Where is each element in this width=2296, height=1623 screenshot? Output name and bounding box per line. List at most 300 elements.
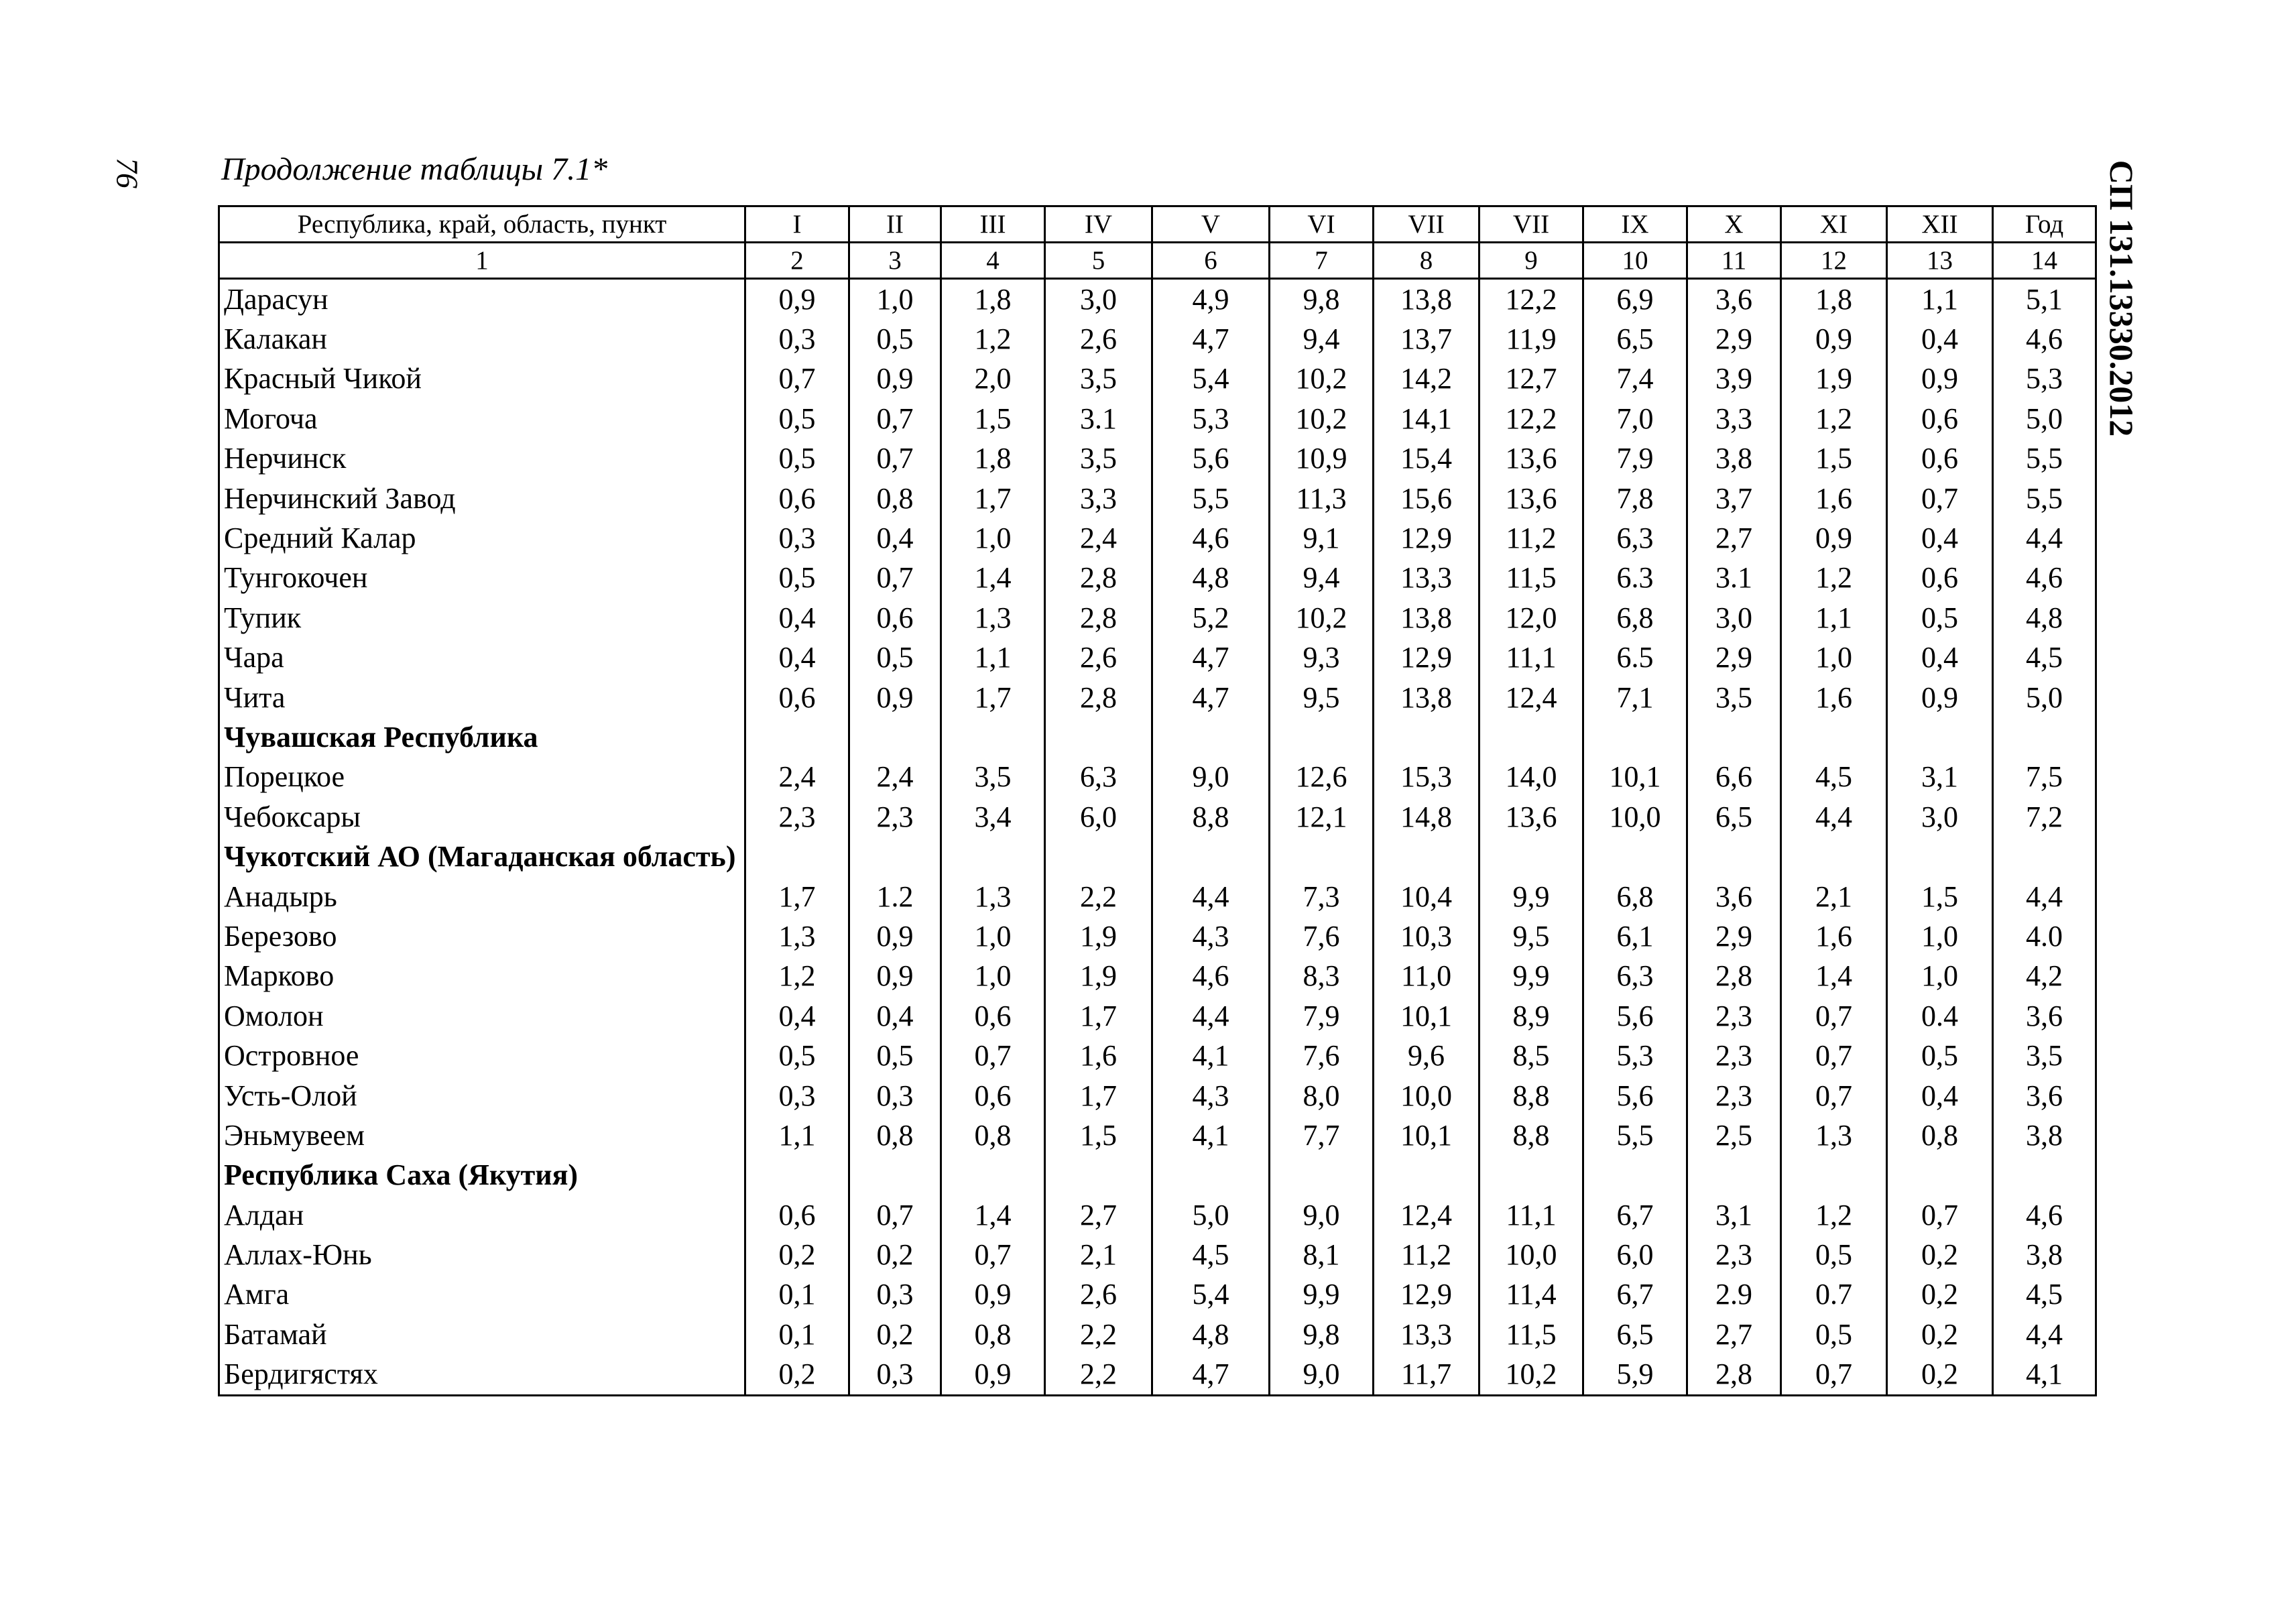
value-cell: 3,5 xyxy=(1045,439,1152,479)
value-cell: 7,5 xyxy=(1993,758,2096,797)
value-cell: 13,6 xyxy=(1479,797,1583,837)
value-cell: 8,0 xyxy=(1270,1076,1374,1116)
value-cell: 3,1 xyxy=(1687,1195,1781,1235)
value-cell xyxy=(1270,1156,1374,1195)
value-cell: 9,9 xyxy=(1479,957,1583,996)
value-cell: 6,8 xyxy=(1583,598,1687,638)
value-cell: 4,4 xyxy=(1993,1315,2096,1354)
value-cell: 4,6 xyxy=(1993,1195,2096,1235)
table-row xyxy=(219,758,2096,797)
column-header: VII xyxy=(1374,206,1479,243)
value-cell xyxy=(1045,1156,1152,1195)
value-cell: 0,4 xyxy=(1887,518,1993,558)
value-cell: 0,7 xyxy=(1781,1076,1887,1116)
value-cell: 2,9 xyxy=(1687,916,1781,956)
column-header: VII xyxy=(1479,206,1583,243)
value-cell: 1,7 xyxy=(1045,996,1152,1036)
value-cell xyxy=(1152,837,1270,876)
value-cell: 1,0 xyxy=(1887,916,1993,956)
value-cell: 13,8 xyxy=(1374,678,1479,717)
value-cell: 3.1 xyxy=(1687,558,1781,598)
value-cell: 0,3 xyxy=(849,1355,941,1396)
location-name: Тупик xyxy=(219,598,745,638)
value-cell: 7,4 xyxy=(1583,359,1687,399)
value-cell: 0,2 xyxy=(1887,1315,1993,1354)
location-name: Марково xyxy=(219,957,745,996)
column-header: I xyxy=(745,206,849,243)
location-name: Батамай xyxy=(219,1315,745,1354)
value-cell: 7,0 xyxy=(1583,399,1687,438)
table-header xyxy=(219,206,2096,279)
value-cell: 7,6 xyxy=(1270,1036,1374,1075)
value-cell: 4,5 xyxy=(1993,638,2096,678)
value-cell: 9,8 xyxy=(1270,279,1374,320)
value-cell: 0,4 xyxy=(849,996,941,1036)
location-name: Омолон xyxy=(219,996,745,1036)
value-cell: 4,6 xyxy=(1152,518,1270,558)
value-cell: 4,7 xyxy=(1152,319,1270,359)
table-row xyxy=(219,598,2096,638)
value-cell: 0,2 xyxy=(1887,1355,1993,1396)
value-cell: 4,7 xyxy=(1152,678,1270,717)
value-cell: 2,8 xyxy=(1045,678,1152,717)
value-cell xyxy=(1583,1156,1687,1195)
value-cell xyxy=(745,837,849,876)
value-cell: 6,5 xyxy=(1687,797,1781,837)
value-cell: 0,8 xyxy=(941,1315,1045,1354)
value-cell: 10,0 xyxy=(1479,1235,1583,1274)
value-cell: 6,5 xyxy=(1583,319,1687,359)
value-cell: 14,0 xyxy=(1479,758,1583,797)
value-cell: 7,9 xyxy=(1583,439,1687,479)
value-cell: 1,0 xyxy=(941,957,1045,996)
value-cell xyxy=(1270,837,1374,876)
value-cell xyxy=(1687,717,1781,757)
value-cell: 4,1 xyxy=(1152,1036,1270,1075)
value-cell: 12,4 xyxy=(1479,678,1583,717)
value-cell: 3,8 xyxy=(1993,1116,2096,1155)
value-cell: 10,2 xyxy=(1270,399,1374,438)
region-name: Республика Саха (Якутия) xyxy=(219,1156,745,1195)
value-cell: 0,7 xyxy=(1781,1036,1887,1075)
value-cell: 1,1 xyxy=(1887,279,1993,320)
value-cell: 1,6 xyxy=(1781,916,1887,956)
value-cell: 4,6 xyxy=(1993,558,2096,598)
value-cell: 3.1 xyxy=(1045,399,1152,438)
value-cell: 10,3 xyxy=(1374,916,1479,956)
location-name: Аллах-Юнь xyxy=(219,1235,745,1274)
value-cell: 6,9 xyxy=(1583,279,1687,320)
value-cell: 1,5 xyxy=(1781,439,1887,479)
value-cell: 4,1 xyxy=(1993,1355,2096,1396)
value-cell: 13,6 xyxy=(1479,439,1583,479)
value-cell: 7,1 xyxy=(1583,678,1687,717)
location-name: Березово xyxy=(219,916,745,956)
value-cell: 8,5 xyxy=(1479,1036,1583,1075)
table-row xyxy=(219,279,2096,320)
location-name: Тунгокочен xyxy=(219,558,745,598)
value-cell: 3,3 xyxy=(1687,399,1781,438)
value-cell: 4.0 xyxy=(1993,916,2096,956)
value-cell: 15,6 xyxy=(1374,479,1479,518)
value-cell: 5,5 xyxy=(1583,1116,1687,1155)
value-cell xyxy=(849,837,941,876)
value-cell: 9,6 xyxy=(1374,1036,1479,1075)
value-cell: 9,9 xyxy=(1479,877,1583,916)
value-cell: 0,7 xyxy=(1887,1195,1993,1235)
value-cell: 14,2 xyxy=(1374,359,1479,399)
value-cell: 4,4 xyxy=(1152,996,1270,1036)
value-cell: 0,6 xyxy=(745,678,849,717)
table-row xyxy=(219,319,2096,359)
table-row xyxy=(219,399,2096,438)
table-row xyxy=(219,1275,2096,1315)
value-cell: 1,7 xyxy=(941,479,1045,518)
value-cell: 5,0 xyxy=(1152,1195,1270,1235)
column-header: VI xyxy=(1270,206,1374,243)
value-cell: 0,2 xyxy=(849,1235,941,1274)
value-cell: 0,2 xyxy=(745,1355,849,1396)
value-cell: 12,9 xyxy=(1374,1275,1479,1315)
value-cell: 1,1 xyxy=(745,1116,849,1155)
value-cell: 0.4 xyxy=(1887,996,1993,1036)
value-cell: 4,3 xyxy=(1152,1076,1270,1116)
value-cell: 2,0 xyxy=(941,359,1045,399)
value-cell: 8,8 xyxy=(1479,1076,1583,1116)
value-cell: 0,9 xyxy=(1887,359,1993,399)
value-cell: 9,3 xyxy=(1270,638,1374,678)
value-cell xyxy=(1583,717,1687,757)
value-cell: 0,6 xyxy=(941,996,1045,1036)
value-cell: 2,3 xyxy=(1687,1235,1781,1274)
table-row xyxy=(219,518,2096,558)
table-row xyxy=(219,797,2096,837)
value-cell: 1,2 xyxy=(1781,399,1887,438)
value-cell: 1,9 xyxy=(1781,359,1887,399)
value-cell: 5,4 xyxy=(1152,359,1270,399)
value-cell: 0,4 xyxy=(745,598,849,638)
value-cell: 12,2 xyxy=(1479,279,1583,320)
location-name: Алдан xyxy=(219,1195,745,1235)
value-cell: 4,3 xyxy=(1152,916,1270,956)
column-number: 10 xyxy=(1583,243,1687,279)
value-cell: 9,1 xyxy=(1270,518,1374,558)
column-header-row xyxy=(219,206,2096,243)
value-cell: 5,0 xyxy=(1993,399,2096,438)
value-cell: 3,5 xyxy=(1045,359,1152,399)
value-cell: 7,3 xyxy=(1270,877,1374,916)
value-cell xyxy=(745,717,849,757)
value-cell: 2,5 xyxy=(1687,1116,1781,1155)
value-cell: 10,1 xyxy=(1583,758,1687,797)
value-cell: 15,3 xyxy=(1374,758,1479,797)
value-cell: 5,5 xyxy=(1993,439,2096,479)
value-cell: 2,3 xyxy=(1687,1076,1781,1116)
table-row xyxy=(219,359,2096,399)
value-cell: 0,6 xyxy=(1887,399,1993,438)
value-cell: 0,6 xyxy=(849,598,941,638)
column-number: 2 xyxy=(745,243,849,279)
document-code: СП 131.13330.2012 xyxy=(2103,160,2140,437)
value-cell: 0,5 xyxy=(1781,1315,1887,1354)
value-cell: 3,8 xyxy=(1687,439,1781,479)
value-cell: 6.3 xyxy=(1583,558,1687,598)
value-cell: 0,4 xyxy=(849,518,941,558)
value-cell: 0,6 xyxy=(745,479,849,518)
value-cell: 4,5 xyxy=(1152,1235,1270,1274)
value-cell: 0,3 xyxy=(849,1275,941,1315)
value-cell: 0,5 xyxy=(1781,1235,1887,1274)
value-cell: 9,0 xyxy=(1270,1195,1374,1235)
value-cell: 11,9 xyxy=(1479,319,1583,359)
value-cell: 8,3 xyxy=(1270,957,1374,996)
value-cell: 3,3 xyxy=(1045,479,1152,518)
region-row xyxy=(219,717,2096,757)
table-row xyxy=(219,439,2096,479)
value-cell: 1,6 xyxy=(1781,479,1887,518)
value-cell: 1,3 xyxy=(745,916,849,956)
region-name: Чукотский АО (Магаданская область) xyxy=(219,837,745,876)
value-cell: 12,2 xyxy=(1479,399,1583,438)
table-row xyxy=(219,877,2096,916)
value-cell: 4,4 xyxy=(1993,518,2096,558)
table-row xyxy=(219,1036,2096,1075)
value-cell: 3,4 xyxy=(941,797,1045,837)
table-row xyxy=(219,1076,2096,1116)
value-cell xyxy=(941,1156,1045,1195)
value-cell: 13,8 xyxy=(1374,279,1479,320)
value-cell: 0,7 xyxy=(849,439,941,479)
value-cell: 8,1 xyxy=(1270,1235,1374,1274)
value-cell xyxy=(1479,1156,1583,1195)
value-cell: 10,1 xyxy=(1374,1116,1479,1155)
value-cell: 1,0 xyxy=(941,518,1045,558)
value-cell: 5,3 xyxy=(1993,359,2096,399)
value-cell: 5,4 xyxy=(1152,1275,1270,1315)
column-number: 3 xyxy=(849,243,941,279)
value-cell: 0,9 xyxy=(745,279,849,320)
value-cell xyxy=(1045,717,1152,757)
value-cell: 0,6 xyxy=(1887,439,1993,479)
value-cell: 4,1 xyxy=(1152,1116,1270,1155)
value-cell: 9,0 xyxy=(1152,758,1270,797)
value-cell: 2,7 xyxy=(1687,1315,1781,1354)
value-cell: 6.5 xyxy=(1583,638,1687,678)
value-cell: 14,1 xyxy=(1374,399,1479,438)
value-cell: 0,9 xyxy=(849,359,941,399)
value-cell: 0,4 xyxy=(745,996,849,1036)
value-cell: 1,1 xyxy=(1781,598,1887,638)
value-cell: 10,9 xyxy=(1270,439,1374,479)
value-cell: 1,8 xyxy=(941,439,1045,479)
column-header: XI xyxy=(1781,206,1887,243)
value-cell: 1,6 xyxy=(1045,1036,1152,1075)
column-header: II xyxy=(849,206,941,243)
value-cell: 13,8 xyxy=(1374,598,1479,638)
value-cell: 0,6 xyxy=(745,1195,849,1235)
value-cell xyxy=(1887,717,1993,757)
value-cell: 11,5 xyxy=(1479,558,1583,598)
location-name: Островное xyxy=(219,1036,745,1075)
location-name: Нерчинский Завод xyxy=(219,479,745,518)
value-cell: 11,4 xyxy=(1479,1275,1583,1315)
value-cell: 0,7 xyxy=(849,1195,941,1235)
value-cell: 10,2 xyxy=(1479,1355,1583,1396)
column-number: 8 xyxy=(1374,243,1479,279)
value-cell: 13,3 xyxy=(1374,558,1479,598)
value-cell: 14,8 xyxy=(1374,797,1479,837)
location-name: Могоча xyxy=(219,399,745,438)
table-row xyxy=(219,479,2096,518)
value-cell: 4,4 xyxy=(1781,797,1887,837)
location-name: Анадырь xyxy=(219,877,745,916)
value-cell xyxy=(1045,837,1152,876)
value-cell: 1,2 xyxy=(941,319,1045,359)
location-name: Чебоксары xyxy=(219,797,745,837)
column-number: 5 xyxy=(1045,243,1152,279)
value-cell: 4,6 xyxy=(1993,319,2096,359)
value-cell: 0,9 xyxy=(849,678,941,717)
value-cell: 1,3 xyxy=(941,877,1045,916)
value-cell: 11,3 xyxy=(1270,479,1374,518)
region-row xyxy=(219,837,2096,876)
value-cell: 12,9 xyxy=(1374,518,1479,558)
value-cell xyxy=(1887,837,1993,876)
value-cell xyxy=(1374,717,1479,757)
value-cell: 0,2 xyxy=(849,1315,941,1354)
value-cell: 3,6 xyxy=(1993,1076,2096,1116)
value-cell: 12,0 xyxy=(1479,598,1583,638)
value-cell xyxy=(1583,837,1687,876)
value-cell xyxy=(1993,717,2096,757)
value-cell xyxy=(1479,717,1583,757)
value-cell: 2,6 xyxy=(1045,1275,1152,1315)
table-row xyxy=(219,1355,2096,1396)
value-cell: 1,2 xyxy=(1781,558,1887,598)
value-cell: 0,9 xyxy=(1781,319,1887,359)
column-number: 9 xyxy=(1479,243,1583,279)
value-cell xyxy=(1270,717,1374,757)
value-cell: 11,2 xyxy=(1374,1235,1479,1274)
value-cell: 10,2 xyxy=(1270,359,1374,399)
value-cell: 13,3 xyxy=(1374,1315,1479,1354)
table-row xyxy=(219,1315,2096,1354)
value-cell: 0,7 xyxy=(941,1036,1045,1075)
value-cell: 4,5 xyxy=(1781,758,1887,797)
value-cell: 9,0 xyxy=(1270,1355,1374,1396)
value-cell xyxy=(1479,837,1583,876)
value-cell: 4,7 xyxy=(1152,1355,1270,1396)
value-cell: 3,5 xyxy=(941,758,1045,797)
column-header: Год xyxy=(1993,206,2096,243)
value-cell: 5,5 xyxy=(1993,479,2096,518)
value-cell: 1,9 xyxy=(1045,916,1152,956)
value-cell: 4,8 xyxy=(1152,1315,1270,1354)
value-cell: 6,8 xyxy=(1583,877,1687,916)
location-name: Калакан xyxy=(219,319,745,359)
value-cell: 2,6 xyxy=(1045,638,1152,678)
value-cell: 3,6 xyxy=(1687,877,1781,916)
value-cell: 1,9 xyxy=(1045,957,1152,996)
value-cell: 3,0 xyxy=(1045,279,1152,320)
column-number: 7 xyxy=(1270,243,1374,279)
value-cell: 4,8 xyxy=(1993,598,2096,638)
table-row xyxy=(219,916,2096,956)
value-cell: 2,4 xyxy=(745,758,849,797)
value-cell xyxy=(1374,837,1479,876)
value-cell: 0,5 xyxy=(745,399,849,438)
location-name: Нерчинск xyxy=(219,439,745,479)
value-cell: 6,6 xyxy=(1687,758,1781,797)
value-cell: 5,9 xyxy=(1583,1355,1687,1396)
value-cell: 2,4 xyxy=(1045,518,1152,558)
value-cell: 7,8 xyxy=(1583,479,1687,518)
value-cell: 9,4 xyxy=(1270,558,1374,598)
value-cell: 10,0 xyxy=(1374,1076,1479,1116)
value-cell: 0,3 xyxy=(745,1076,849,1116)
column-header: V xyxy=(1152,206,1270,243)
location-name: Амга xyxy=(219,1275,745,1315)
value-cell: 0,3 xyxy=(745,518,849,558)
value-cell: 7,2 xyxy=(1993,797,2096,837)
value-cell: 4,5 xyxy=(1993,1275,2096,1315)
value-cell: 0,5 xyxy=(745,558,849,598)
value-cell: 0,5 xyxy=(849,319,941,359)
value-cell xyxy=(941,837,1045,876)
column-header: III xyxy=(941,206,1045,243)
value-cell: 2,8 xyxy=(1045,598,1152,638)
value-cell: 0,7 xyxy=(745,359,849,399)
value-cell: 9,9 xyxy=(1270,1275,1374,1315)
value-cell: 1,4 xyxy=(941,1195,1045,1235)
value-cell xyxy=(1781,1156,1887,1195)
climate-data-table xyxy=(218,205,2097,1396)
table-body xyxy=(219,279,2096,1396)
value-cell xyxy=(849,1156,941,1195)
value-cell: 9,8 xyxy=(1270,1315,1374,1354)
value-cell: 0,9 xyxy=(1781,518,1887,558)
column-header: X xyxy=(1687,206,1781,243)
value-cell: 1,0 xyxy=(1781,638,1887,678)
column-number: 6 xyxy=(1152,243,1270,279)
value-cell: 12,7 xyxy=(1479,359,1583,399)
value-cell: 5,3 xyxy=(1152,399,1270,438)
value-cell: 0,8 xyxy=(849,1116,941,1155)
value-cell: 2,8 xyxy=(1045,558,1152,598)
table-row xyxy=(219,638,2096,678)
value-cell xyxy=(1887,1156,1993,1195)
value-cell: 1,5 xyxy=(1887,877,1993,916)
value-cell: 0,5 xyxy=(1887,1036,1993,1075)
value-cell: 10,4 xyxy=(1374,877,1479,916)
value-cell: 4,4 xyxy=(1152,877,1270,916)
value-cell: 0,8 xyxy=(1887,1116,1993,1155)
value-cell: 0,2 xyxy=(745,1235,849,1274)
value-cell xyxy=(745,1156,849,1195)
value-cell: 0,4 xyxy=(1887,319,1993,359)
value-cell: 2,4 xyxy=(849,758,941,797)
value-cell: 9,5 xyxy=(1270,678,1374,717)
value-cell: 6,0 xyxy=(1583,1235,1687,1274)
value-cell: 1,8 xyxy=(941,279,1045,320)
value-cell: 0,5 xyxy=(849,1036,941,1075)
value-cell: 6,5 xyxy=(1583,1315,1687,1354)
value-cell: 0,5 xyxy=(745,1036,849,1075)
value-cell: 3,8 xyxy=(1993,1235,2096,1274)
value-cell: 1,5 xyxy=(1045,1116,1152,1155)
value-cell: 11,5 xyxy=(1479,1315,1583,1354)
value-cell: 8,9 xyxy=(1479,996,1583,1036)
